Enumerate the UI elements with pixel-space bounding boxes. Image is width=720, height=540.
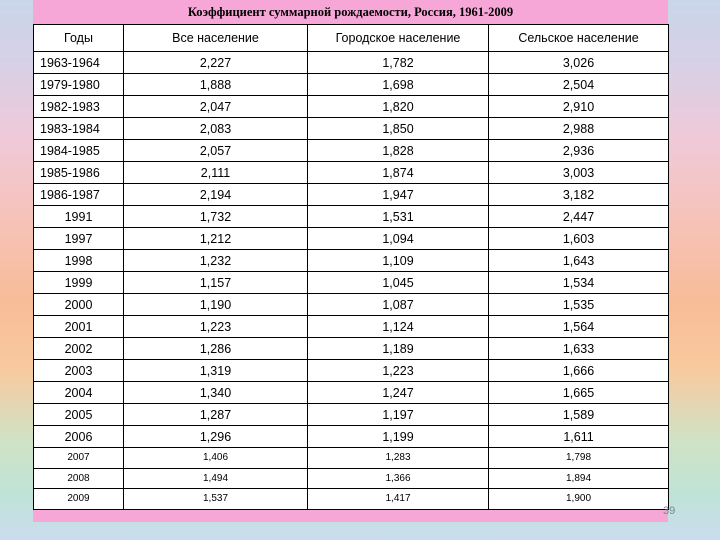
cell-all: 2,083 [124, 118, 308, 140]
table-row [34, 206, 669, 228]
cell-all: 1,406 [124, 448, 308, 469]
cell-urban: 1,874 [308, 162, 489, 184]
cell-all: 1,157 [124, 272, 308, 294]
table-row [34, 404, 669, 426]
cell-rural: 1,894 [489, 468, 669, 489]
cell-urban: 1,045 [308, 272, 489, 294]
cell-all: 1,232 [124, 250, 308, 272]
table-row [34, 272, 669, 294]
table-row [34, 360, 669, 382]
table-row [34, 468, 669, 489]
cell-year: 2007 [34, 448, 124, 469]
table-row [34, 294, 669, 316]
cell-urban: 1,283 [308, 448, 489, 469]
cell-urban: 1,828 [308, 140, 489, 162]
cell-rural: 3,003 [489, 162, 669, 184]
cell-rural: 1,564 [489, 316, 669, 338]
cell-rural: 1,611 [489, 426, 669, 448]
cell-year: 2006 [34, 426, 124, 448]
cell-urban: 1,109 [308, 250, 489, 272]
cell-urban: 1,417 [308, 489, 489, 510]
cell-rural: 2,447 [489, 206, 669, 228]
table-row [34, 250, 669, 272]
cell-urban: 1,094 [308, 228, 489, 250]
cell-all: 1,494 [124, 468, 308, 489]
cell-year: 2000 [34, 294, 124, 316]
table-row [34, 96, 669, 118]
cell-rural: 2,504 [489, 74, 669, 96]
table-row [34, 118, 669, 140]
cell-rural: 1,589 [489, 404, 669, 426]
cell-year: 1998 [34, 250, 124, 272]
cell-year: 2008 [34, 468, 124, 489]
cell-urban: 1,247 [308, 382, 489, 404]
table-row [34, 448, 669, 469]
table-row [34, 184, 669, 206]
page-title: Коэффициент суммарной рождаемости, Россия, 1961-2009 [187, 4, 514, 19]
table-row [34, 140, 669, 162]
table-row [34, 426, 669, 448]
cell-urban: 1,698 [308, 74, 489, 96]
cell-all: 1,190 [124, 294, 308, 316]
cell-urban: 1,197 [308, 404, 489, 426]
cell-all: 1,212 [124, 228, 308, 250]
table-row [34, 382, 669, 404]
cell-rural: 1,535 [489, 294, 669, 316]
page-number: 39 [663, 505, 676, 517]
cell-rural: 2,936 [489, 140, 669, 162]
cell-rural: 2,910 [489, 96, 669, 118]
header-urban-population: Городское население [308, 25, 489, 52]
cell-all: 1,340 [124, 382, 308, 404]
cell-all: 1,888 [124, 74, 308, 96]
cell-rural: 1,534 [489, 272, 669, 294]
table-row [34, 162, 669, 184]
cell-year: 1983-1984 [34, 118, 124, 140]
cell-year: 1991 [34, 206, 124, 228]
cell-year: 2003 [34, 360, 124, 382]
cell-year: 2009 [34, 489, 124, 510]
cell-urban: 1,366 [308, 468, 489, 489]
cell-urban: 1,087 [308, 294, 489, 316]
cell-all: 1,732 [124, 206, 308, 228]
cell-all: 1,287 [124, 404, 308, 426]
cell-year: 2002 [34, 338, 124, 360]
cell-year: 1986-1987 [34, 184, 124, 206]
cell-rural: 1,665 [489, 382, 669, 404]
cell-all: 2,047 [124, 96, 308, 118]
cell-rural: 2,988 [489, 118, 669, 140]
table-row [34, 489, 669, 510]
cell-urban: 1,531 [308, 206, 489, 228]
header-row [34, 25, 669, 52]
cell-rural: 3,026 [489, 52, 669, 74]
cell-year: 2004 [34, 382, 124, 404]
table-row [34, 52, 669, 74]
cell-urban: 1,199 [308, 426, 489, 448]
cell-year: 1984-1985 [34, 140, 124, 162]
cell-all: 2,111 [124, 162, 308, 184]
cell-all: 1,296 [124, 426, 308, 448]
table-row [34, 74, 669, 96]
cell-urban: 1,189 [308, 338, 489, 360]
cell-year: 1999 [34, 272, 124, 294]
header-years: Годы [34, 25, 124, 52]
cell-year: 1979-1980 [34, 74, 124, 96]
cell-year: 2005 [34, 404, 124, 426]
cell-all: 1,319 [124, 360, 308, 382]
slide-frame [33, 0, 668, 522]
cell-all: 1,223 [124, 316, 308, 338]
cell-all: 1,286 [124, 338, 308, 360]
cell-year: 2001 [34, 316, 124, 338]
header-rural-population: Сельское население [489, 25, 669, 52]
cell-urban: 1,223 [308, 360, 489, 382]
cell-rural: 1,633 [489, 338, 669, 360]
cell-rural: 3,182 [489, 184, 669, 206]
cell-urban: 1,850 [308, 118, 489, 140]
cell-all: 1,537 [124, 489, 308, 510]
cell-urban: 1,124 [308, 316, 489, 338]
cell-urban: 1,947 [308, 184, 489, 206]
cell-rural: 1,643 [489, 250, 669, 272]
cell-all: 2,194 [124, 184, 308, 206]
cell-all: 2,057 [124, 140, 308, 162]
cell-year: 1997 [34, 228, 124, 250]
cell-all: 2,227 [124, 52, 308, 74]
cell-urban: 1,782 [308, 52, 489, 74]
cell-year: 1982-1983 [34, 96, 124, 118]
header-all-population: Все население [124, 25, 308, 52]
cell-urban: 1,820 [308, 96, 489, 118]
table-row [34, 228, 669, 250]
cell-rural: 1,666 [489, 360, 669, 382]
cell-year: 1963-1964 [34, 52, 124, 74]
cell-rural: 1,900 [489, 489, 669, 510]
table-row [34, 316, 669, 338]
table-row [34, 338, 669, 360]
cell-year: 1985-1986 [34, 162, 124, 184]
cell-rural: 1,603 [489, 228, 669, 250]
fertility-table [33, 24, 669, 510]
cell-rural: 1,798 [489, 448, 669, 469]
